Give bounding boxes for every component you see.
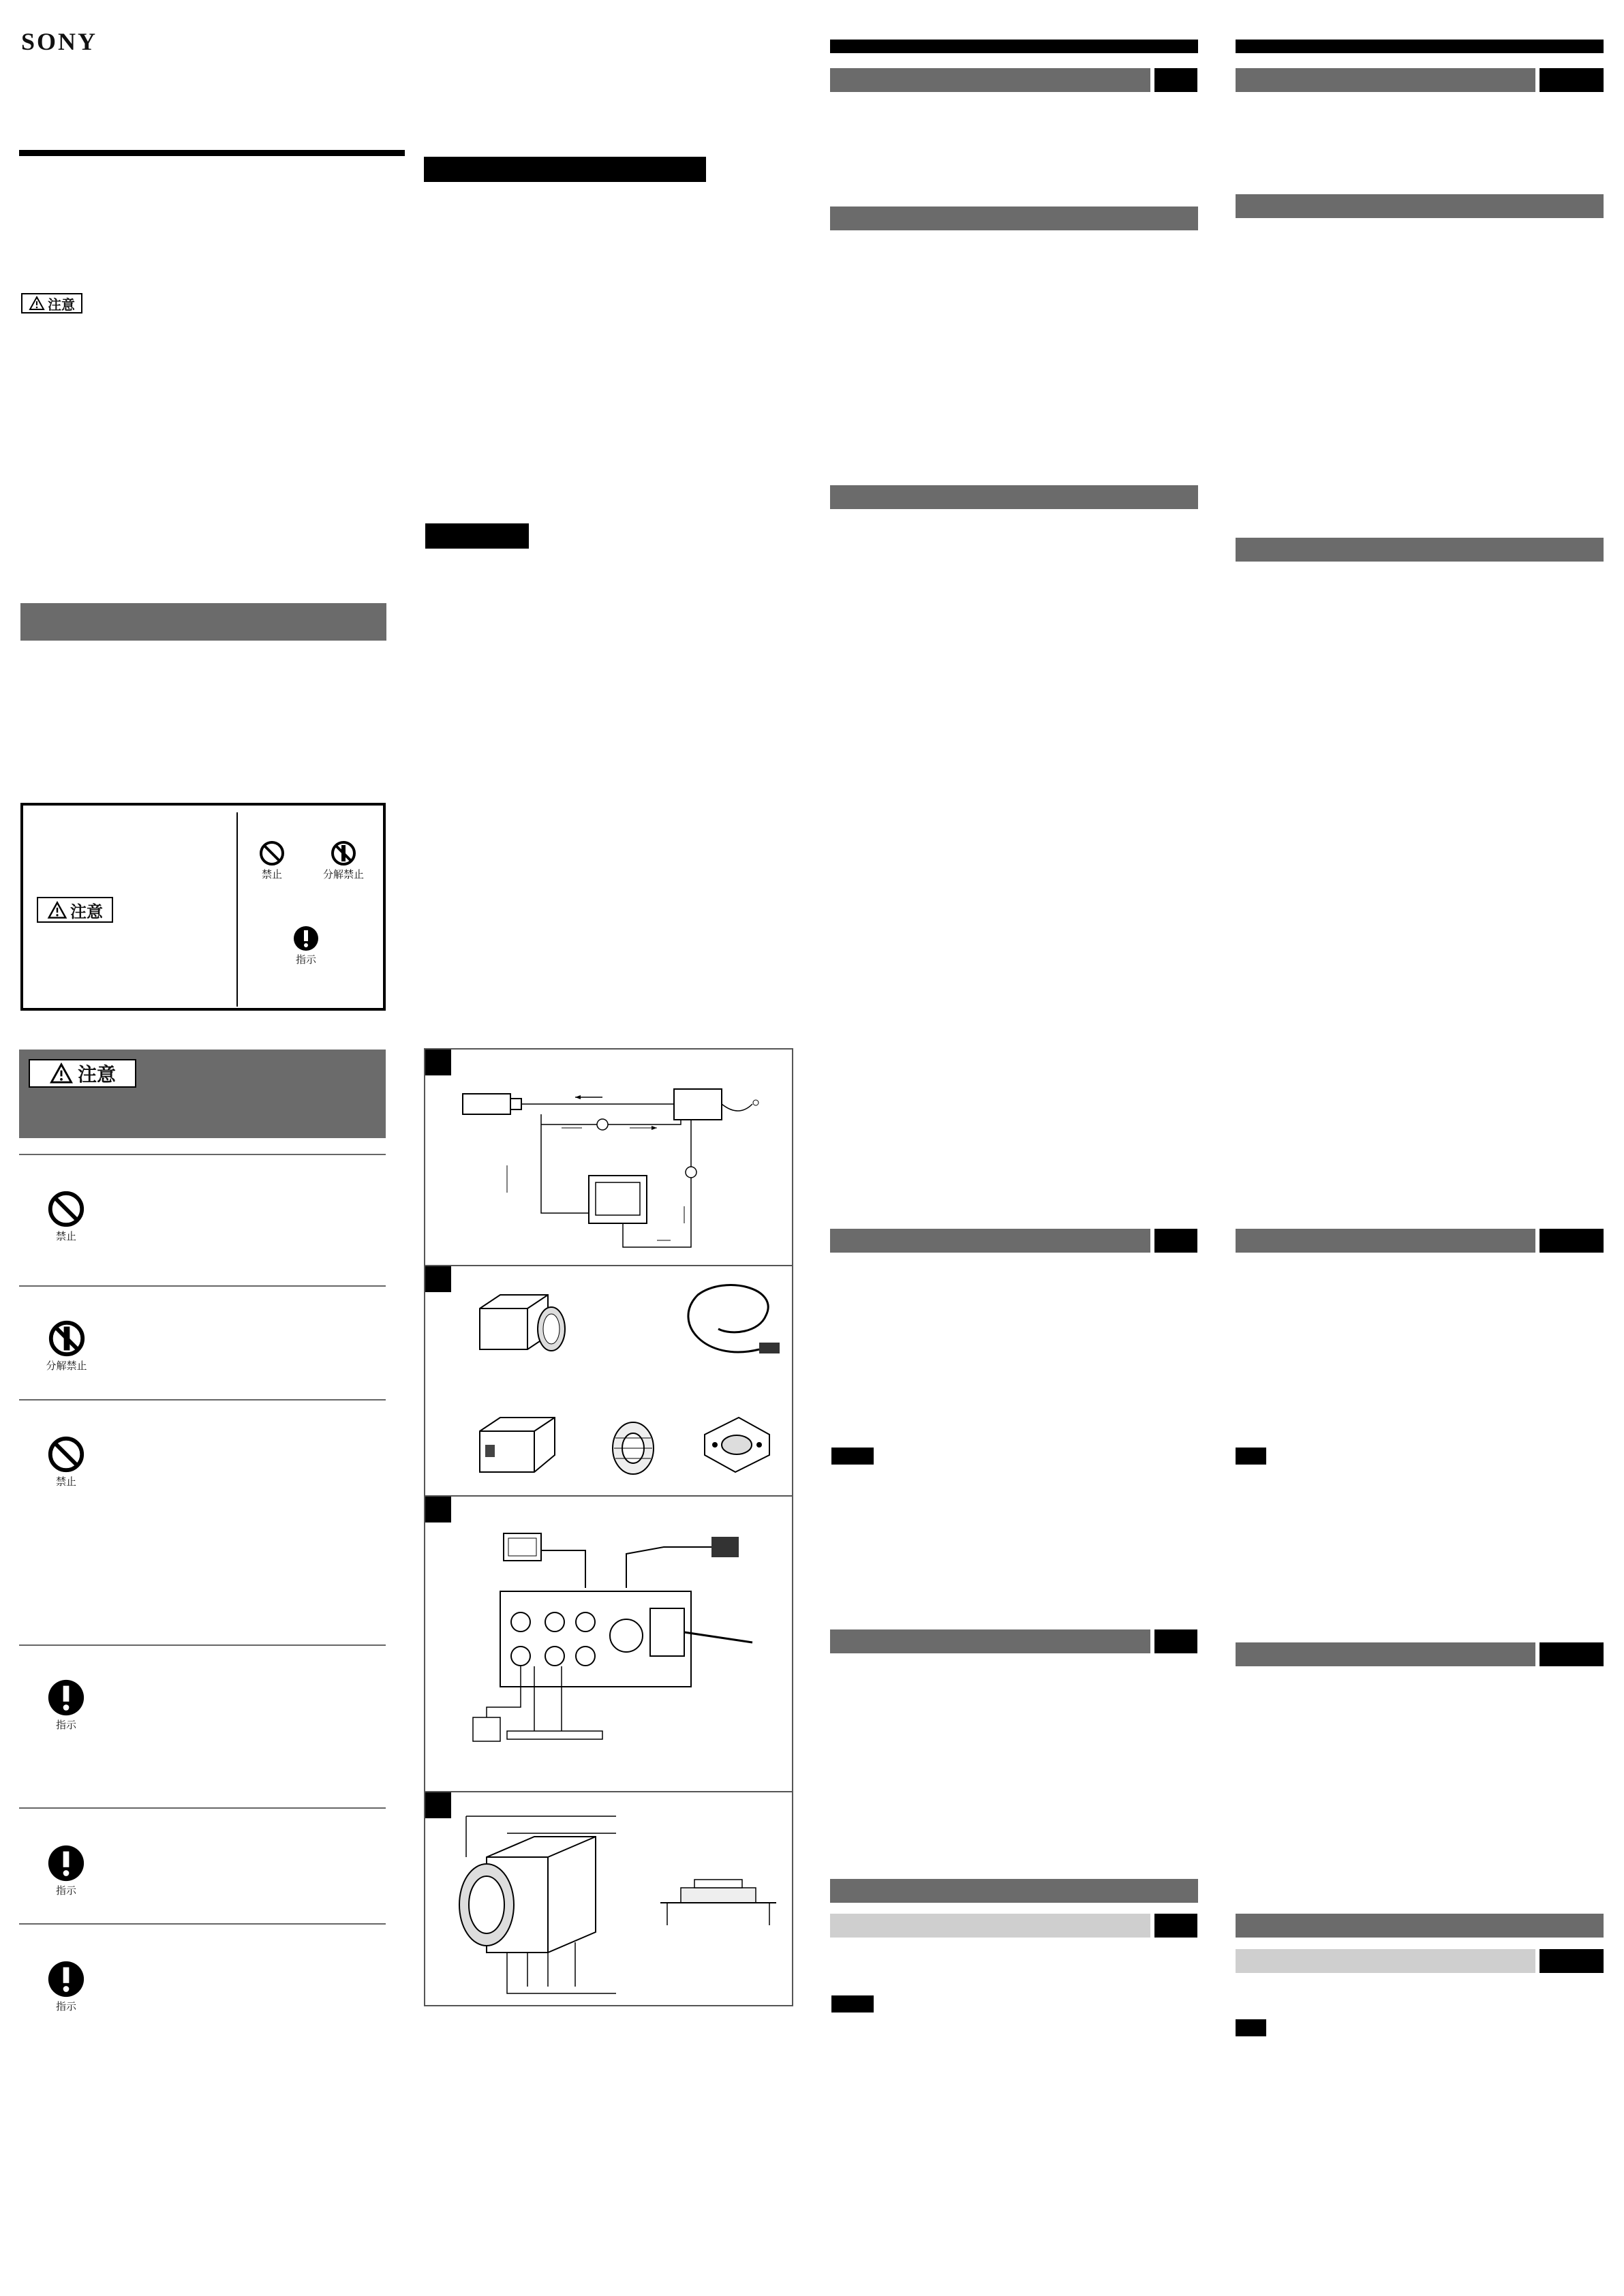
figure-divider <box>425 1495 792 1497</box>
section-header-bar <box>830 485 1198 509</box>
safety-item-label: 禁止 <box>55 1230 76 1242</box>
legend-label: 禁止 <box>261 868 282 881</box>
legend-label: 分解禁止 <box>322 868 364 881</box>
item-separator <box>19 1285 386 1287</box>
warning-triangle-icon <box>49 1062 74 1084</box>
safety-item-icon <box>42 1678 90 1732</box>
safety-item-label: 禁止 <box>55 1475 76 1488</box>
legend-prohibition <box>248 840 296 881</box>
rear-panel-diagram <box>466 1527 780 1772</box>
section-tag <box>1154 1914 1197 1938</box>
section-tag <box>1539 68 1604 92</box>
subsection-title-bar <box>425 523 529 549</box>
subsection-header-bar <box>1236 1949 1535 1973</box>
safety-item-icon <box>42 1959 90 2013</box>
instruction-icon <box>46 1959 86 1999</box>
subsection-header-bar <box>830 1914 1150 1938</box>
warning-box <box>20 803 386 1011</box>
safety-item-label: 指示 <box>55 2000 76 2012</box>
lens-mount-ring-illustration <box>606 1418 660 1479</box>
instruction-icon <box>46 1843 86 1883</box>
figure-divider <box>425 1265 792 1266</box>
section-header-bar <box>1236 1229 1535 1253</box>
section-header-bar <box>1236 538 1604 562</box>
section-tag <box>1154 1229 1197 1253</box>
safety-item-label: 分解禁止 <box>46 1360 87 1372</box>
safety-item-icon <box>42 1843 90 1897</box>
prohibition-icon <box>46 1435 86 1474</box>
figure-marker <box>425 1497 451 1522</box>
warning-triangle-icon <box>47 901 67 919</box>
tripod-adaptor-illustration <box>691 1407 780 1482</box>
figure-marker <box>425 1050 451 1075</box>
item-separator <box>19 1399 386 1400</box>
legend-label: 指示 <box>295 953 316 966</box>
connection-diagram <box>453 1077 780 1254</box>
section-header-bar <box>830 1629 1150 1653</box>
section-tag <box>1539 1229 1604 1253</box>
figure-block <box>424 1048 793 2006</box>
camera-adaptor-illustration <box>473 1407 562 1482</box>
column-top-rule <box>1236 40 1604 53</box>
note-tag <box>831 1995 874 2012</box>
safety-item-label: 指示 <box>55 1884 76 1897</box>
no-disassembly-icon <box>47 1319 87 1358</box>
caution-panel <box>19 1050 386 1138</box>
section-title-bar <box>424 157 706 182</box>
section-tag <box>1539 1949 1604 1973</box>
figure-divider <box>425 1791 792 1792</box>
section-header-bar <box>830 68 1150 92</box>
note-tag <box>1236 1448 1266 1465</box>
caution-label <box>21 293 82 313</box>
warning-box-divider <box>236 812 238 1007</box>
legend-instruction <box>282 925 330 966</box>
safety-item-icon <box>42 1435 90 1488</box>
section-header-bar <box>1236 1914 1604 1938</box>
camera-illustration <box>473 1281 575 1363</box>
safety-item-icon <box>42 1189 90 1243</box>
instruction-icon <box>292 925 320 952</box>
section-tag <box>1539 1642 1604 1666</box>
note-tag <box>831 1448 874 1465</box>
section-header-bar <box>1236 68 1535 92</box>
item-separator <box>19 1154 386 1155</box>
mount-detail-diagram <box>654 1874 783 1929</box>
note-tag <box>1236 2019 1266 2036</box>
cable-illustration <box>664 1274 786 1377</box>
caution-panel-label <box>29 1059 136 1088</box>
item-separator <box>19 1644 386 1646</box>
title-rule <box>19 150 405 156</box>
warning-triangle-icon <box>29 296 45 311</box>
prohibition-icon <box>258 840 286 867</box>
caution-text: 注意 <box>70 902 103 921</box>
caution-text: 注意 <box>48 297 75 313</box>
section-header-bar <box>830 1879 1198 1903</box>
section-tag <box>1154 68 1197 92</box>
section-header-bar <box>830 206 1198 230</box>
no-disassembly-icon <box>330 840 357 867</box>
warning-box-caution-label <box>37 897 113 923</box>
section-header-bar <box>1236 194 1604 218</box>
caution-text: 注意 <box>77 1064 116 1085</box>
section-tag <box>1154 1629 1197 1653</box>
camera-mounting-diagram <box>439 1796 616 2000</box>
brand-logo: SONY <box>21 28 98 55</box>
legend-no-disassembly <box>309 840 378 881</box>
safety-item-icon <box>34 1319 99 1373</box>
instruction-icon <box>46 1678 86 1717</box>
section-header-bar <box>20 603 386 641</box>
item-separator <box>19 1923 386 1925</box>
safety-item-label: 指示 <box>55 1719 76 1731</box>
prohibition-icon <box>46 1189 86 1229</box>
section-header-bar <box>1236 1642 1535 1666</box>
section-header-bar <box>830 1229 1150 1253</box>
item-separator <box>19 1807 386 1809</box>
figure-marker <box>425 1266 451 1292</box>
column-top-rule <box>830 40 1198 53</box>
